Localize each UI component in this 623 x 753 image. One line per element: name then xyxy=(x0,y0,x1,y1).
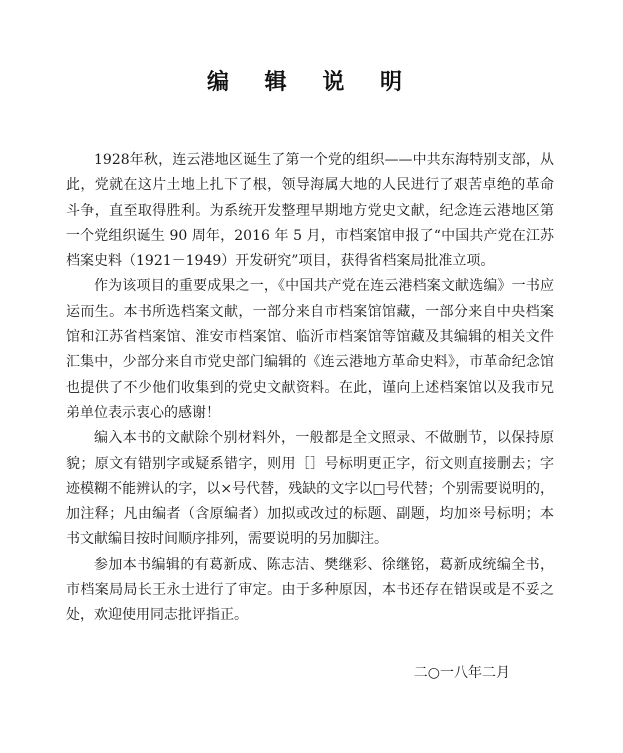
document-body xyxy=(66,148,554,629)
page-title: 编 辑 说 明 xyxy=(207,70,416,95)
paragraph-history: 1928年秋，连云港地区诞生了第一个党的组织——中共东海特别支部，从此，党就在这片土地上扎下了根，领导海属大地的人民进行了艰苦卓绝的革命斗争，直至取得胜利。为系统开发整理早期地方党史文献，纪念连云港地区第一个党组织诞生 90 周年，2016 年 5 月，市档案馆申报了“中国共产党在江苏档案史料（1921－1949）开发研究”项目，获得省档案局批准立项。 xyxy=(66,152,554,270)
paragraph-sources: 作为该项目的重要成果之一，《中国共产党在连云港档案文献选编》一书应运而生。本书所选档案文献，一部分来自市档案馆馆藏，一部分来自中央档案馆和江苏省档案馆、淮安市档案馆、临沂市档案馆等馆藏及其编辑的相关文件汇集中，少部分来自市党史部门编辑的《连云港地方革命史料》，市革命纪念馆也提供了不少他们收集到的党史文献资料。在此，谨向上述档案馆以及我市兄弟单位表示衷心的感谢！ xyxy=(66,278,554,421)
paragraph-editing-rules: 编入本书的文献除个别材料外，一般都是全文照录、不做删节，以保持原貌；原文有错别字或疑系错字，则用［］号标明更正字，衍文则直接删去；字迹模糊不能辨认的字，以×号代替，残缺的文字以□号代替；个别需要说明的，加注释；凡由编者（含原编者）加拟或改过的标题、副题，均加※号标明；本书文献编目按时间顺序排列，需要说明的另加脚注。 xyxy=(66,430,554,548)
signature-date: 二○一八年二月 xyxy=(413,665,510,681)
paragraph-editors: 参加本书编辑的有葛新成、陈志洁、樊继彩、徐继铭，葛新成统编全书，市档案局局长王永士进行了审定。由于多种原因，本书还存在错误或是不妥之处，欢迎使用同志批评指正。 xyxy=(66,556,554,624)
